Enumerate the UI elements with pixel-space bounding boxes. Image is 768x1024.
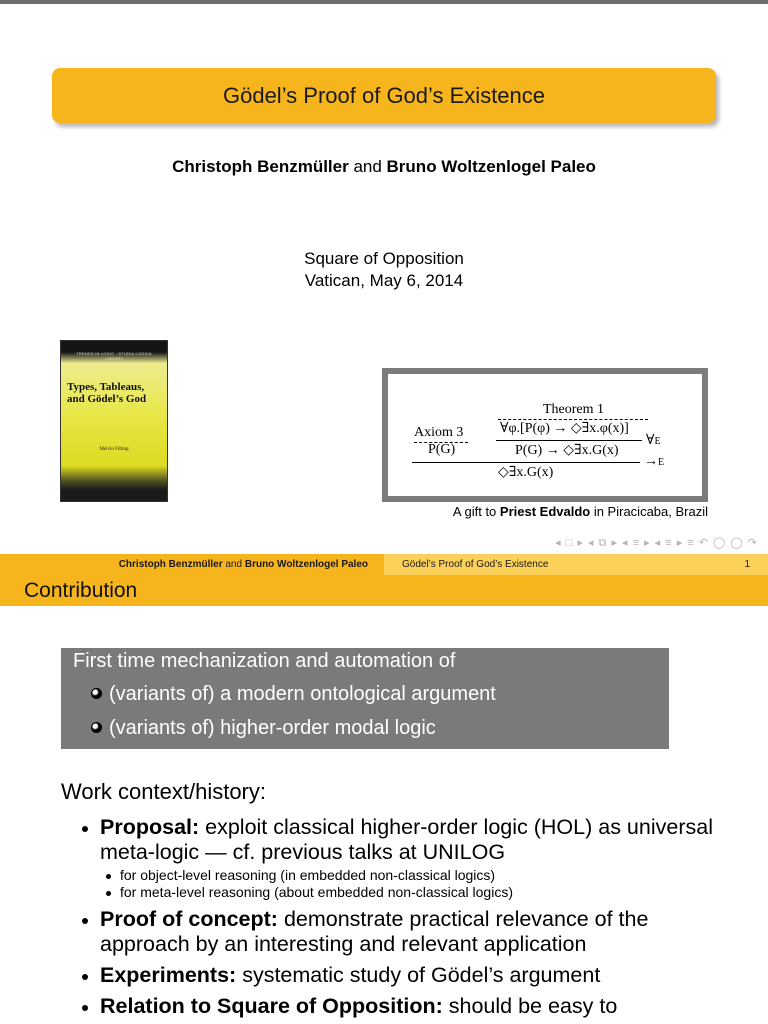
beamer-navigation-icons[interactable]: ◂ □ ▸ ◂ ⧉ ▸ ◂ ≡ ▸ ◂ ≡ ▸ ≡ ↶ ◯ ◯ ↷ [555,537,758,549]
sub-list-item: for object-level reasoning (in embedded non-classical logics) [100,867,738,884]
proof-axiom-label: Axiom 3 [414,425,464,440]
frame-title-bar [0,575,768,606]
proof-middle-formula: P(G) → ◇∃x.G(x) [515,443,619,458]
gift-caption: A gift to Priest Edvaldo in Piracicaba, Brazil [452,504,708,519]
gift-recipient: Priest Edvaldo [499,504,591,519]
list-item: Proof of concept: demonstrate practical relevance of the approach by an interesting and relevant application [78,907,738,957]
slide-footer [0,554,768,575]
block-lead: First time mechanization and automation of [73,650,456,672]
authors-and: and [348,157,387,176]
proof-tree-box [382,368,708,502]
proof-inference-rule-2 [412,462,640,463]
bullet-ball-icon [91,688,102,699]
proof-theorem-label: Theorem 1 [543,402,605,417]
authors-line [0,157,768,177]
proof-theorem-formula: ∀φ.[P(φ) → ◇∃x.φ(x)] [500,421,629,436]
proof-inference-rule-1 [496,440,642,441]
book-author: Melvin Fitting [99,447,129,452]
venue-name: Square of Opposition [304,249,464,268]
sub-list-item: for meta-level reasoning (about embedded non-classical logics) [100,884,738,901]
slide-contribution [0,575,768,1024]
proof-rule1-label: ∀E [646,433,661,448]
slide-title-box [52,68,716,123]
proof-conclusion: ◇∃x.G(x) [498,465,554,480]
venue-date: Vatican, May 6, 2014 [304,271,464,290]
block-item: (variants of) a modern ontological argument [91,683,496,706]
footer-page-number: 1 [744,559,750,570]
author-2: Bruno Woltzenlogel Paleo [386,157,596,176]
list-item: Experiments: systematic study of Gödel’s argument [78,963,738,988]
footer-authors: Christoph Benzmüller and Bruno Woltzenlogel Paleo [0,554,384,575]
highlight-block [61,648,669,749]
footer-title-section [384,554,768,575]
author-1: Christoph Benzmüller [172,157,349,176]
footer-title: Gödel’s Proof of God’s Existence [402,559,549,570]
slide-title [0,4,768,552]
proof-axiom-formula: P(G) [428,442,456,457]
book-cover-image [60,340,168,502]
context-list [78,815,738,1024]
venue [0,248,768,292]
list-item: Proposal: exploit classical higher-order logic (HOL) as universal meta-logic — cf. previous talks at UNILOG for object-level reasoning (in embedded non-classical logics) for meta-level reasoning (about embedded non-classical logics) [78,815,738,901]
proof-rule2-label: →E [644,454,665,469]
frame-title: Contribution [24,578,138,602]
list-item: Relation to Square of Opposition: should be easy to [78,994,738,1019]
bullet-ball-icon [91,722,102,733]
sub-list [100,867,738,901]
book-title: Types, Tableaus, and Gödel’s God [67,381,147,405]
block-item: (variants of) higher-order modal logic [91,717,436,740]
book-series: TRENDS IN LOGIC · STUDIA LOGICA LIBRARY [76,351,152,361]
context-heading: Work context/history: [61,779,266,804]
presentation-title: Gödel’s Proof of God’s Existence [222,82,546,108]
